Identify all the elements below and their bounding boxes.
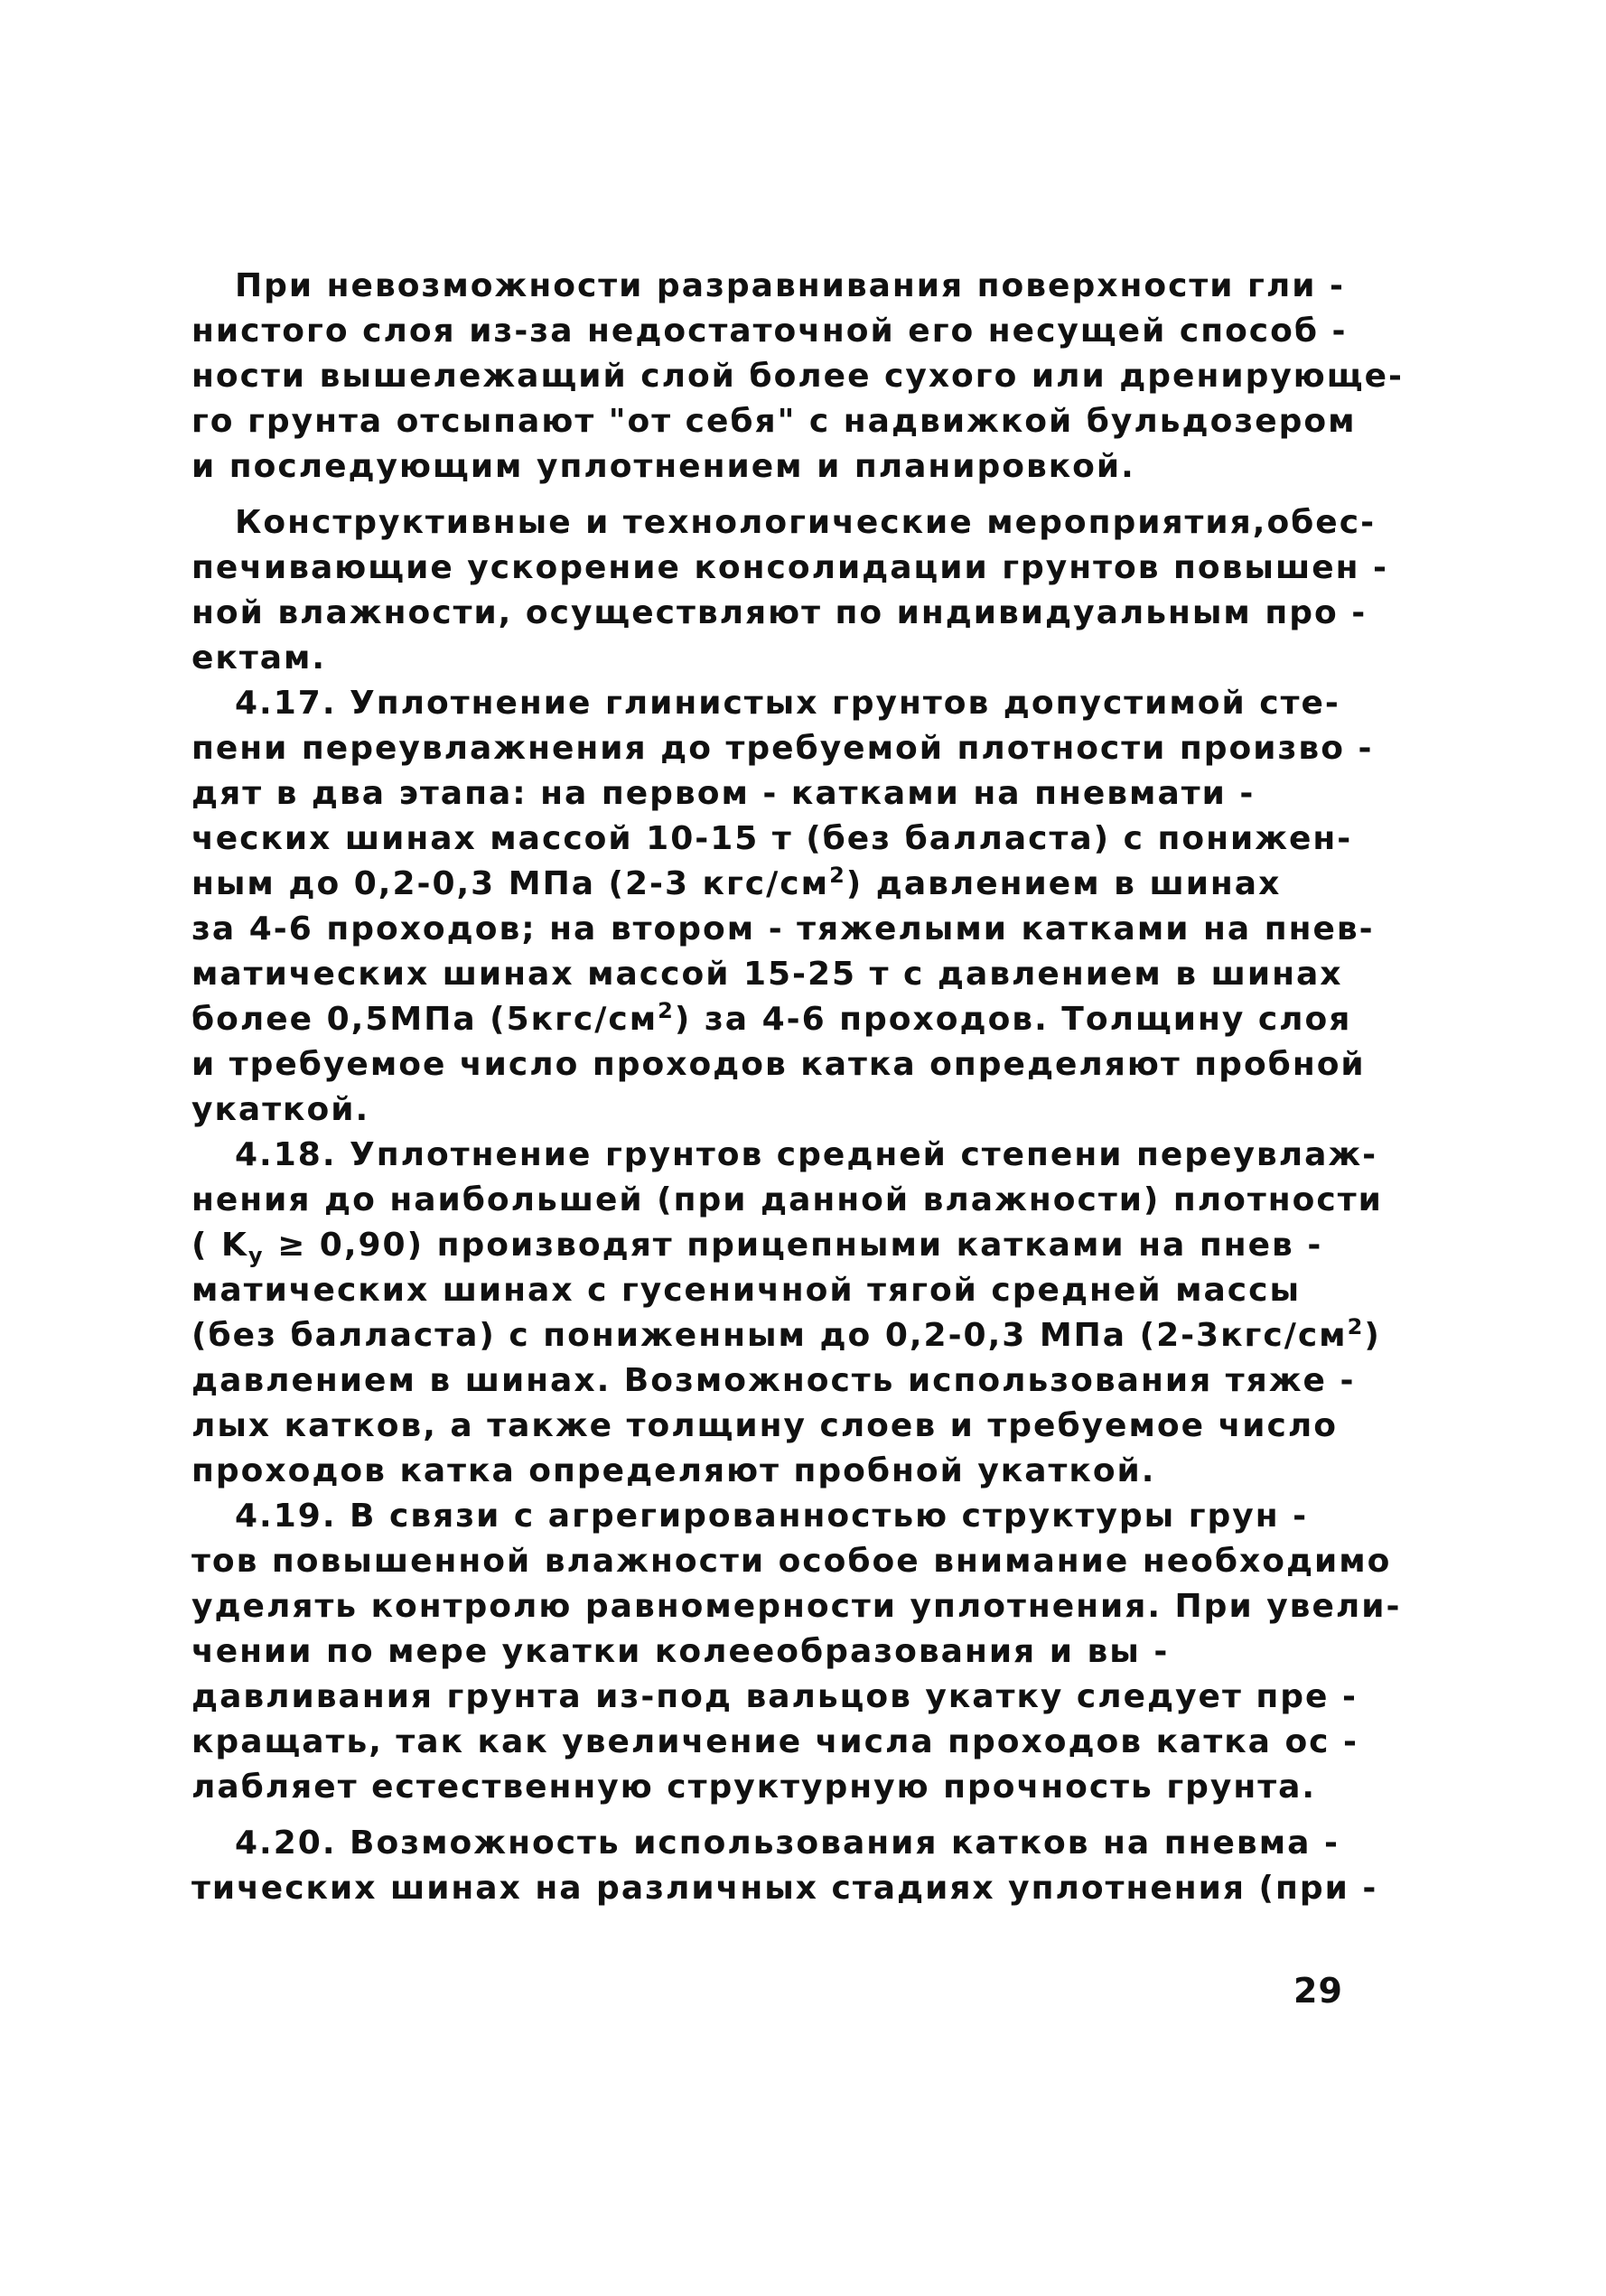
text-line: 4.18. Уплотнение грунтов средней степени переувлаж-: [235, 1136, 1378, 1173]
text-fragment: ): [1364, 1317, 1381, 1354]
text-line: ческих шинах массой 10-15 т (без балласта) с понижен-: [191, 820, 1353, 857]
text-line: лых катков, а также толщину слоев и требуемое число: [191, 1407, 1338, 1444]
text-line: давлением в шинах. Возможность использования тяже -: [191, 1362, 1356, 1399]
text-line: и требуемое число проходов катка определяют пробной: [191, 1046, 1366, 1083]
text-line: матических шинах с гусеничной тягой средней массы: [191, 1272, 1302, 1309]
text-line: проходов катка определяют пробной укаткой.: [191, 1452, 1156, 1489]
text-line: печивающие ускорение консолидации грунтов повышен -: [191, 549, 1388, 586]
text-line: тических шинах на различных стадиях уплотнения (при -: [191, 1870, 1378, 1907]
subscript: y: [247, 1243, 265, 1269]
text-line: 4.17. Уплотнение глинистых грунтов допустимой сте-: [235, 685, 1340, 722]
text-line: давливания грунта из-под вальцов укатку следует пре -: [191, 1678, 1358, 1715]
text-line: и последующим уплотнением и планировкой.: [191, 448, 1135, 485]
text-line: нения до наибольшей (при данной влажности) плотности: [191, 1181, 1383, 1218]
text-line: за 4-6 проходов; на втором - тяжелыми катками на пнев-: [191, 910, 1375, 947]
text-line: ности вышележащий слой более сухого или дренирующе-: [191, 358, 1404, 395]
text-line: ектам.: [191, 639, 327, 677]
text-line: укаткой.: [191, 1091, 370, 1128]
text-line: 4.20. Возможность использования катков на пневма -: [235, 1825, 1340, 1862]
text-fragment: ным до 0,2-0,3 МПа (2-3 кгс/см: [191, 865, 830, 902]
text-line: [191, 862, 1366, 907]
superscript: 2: [1347, 1314, 1365, 1339]
text-fragment: более 0,5МПа (5кгс/см: [191, 1001, 658, 1038]
paragraph-4-18: [191, 1133, 1383, 1494]
text-line: го грунта отсыпают "от себя" с надвижкой бульдозером: [191, 403, 1357, 440]
paragraph-4-17: [191, 681, 1375, 1133]
page-number: 29: [1293, 1971, 1343, 2011]
text-line: дят в два этапа: на первом - катками на пневмати -: [191, 775, 1256, 812]
text-fragment: ) за 4-6 проходов. Толщину слоя: [674, 1001, 1352, 1038]
text-fragment: ) давлением в шинах: [845, 865, 1282, 902]
paragraph-4-20: [191, 1821, 1378, 1911]
superscript: 2: [829, 863, 846, 888]
text-line: При невозможности разравнивания поверхности гли -: [235, 267, 1345, 304]
text-line: 4.19. В связи с агрегированностью структуры грун -: [235, 1498, 1309, 1535]
paragraph-4-19: [191, 1494, 1402, 1810]
paragraph-1: [191, 264, 1404, 490]
superscript: 2: [658, 998, 675, 1023]
text-line: Конструктивные и технологические мероприятия,обес-: [235, 504, 1377, 541]
text-line: [191, 1313, 1381, 1358]
body-text: [191, 264, 1404, 1911]
text-line: [191, 1223, 1366, 1268]
text-line: [191, 997, 1366, 1042]
text-line: тов повышенной влажности особое внимание необходимо: [191, 1543, 1392, 1580]
text-line: нистого слоя из-за недостаточной его несущей способ -: [191, 313, 1348, 350]
text-line: матических шинах массой 15-25 т с давлением в шинах: [191, 956, 1343, 993]
paragraph-2: [191, 500, 1388, 681]
text-line: пени переувлажнения до требуемой плотности произво -: [191, 730, 1374, 767]
text-line: кращать, так как увеличение числа проходов катка ос -: [191, 1723, 1359, 1760]
text-line: уделять контролю равномерности уплотнения. При увели-: [191, 1588, 1402, 1625]
text-line: лабляет естественную структурную прочность грунта.: [191, 1769, 1317, 1806]
text-line: чении по мере укатки колееобразования и вы -: [191, 1633, 1170, 1670]
text-fragment: ≥ 0,90) производят прицепными катками на пнев -: [264, 1227, 1323, 1264]
text-line: ной влажности, осуществляют по индивидуальным про -: [191, 594, 1368, 631]
text-fragment: ( K: [191, 1227, 248, 1264]
text-fragment: (без балласта) с пониженным до 0,2-0,3 МПа (2-3кгс/см: [191, 1317, 1348, 1354]
